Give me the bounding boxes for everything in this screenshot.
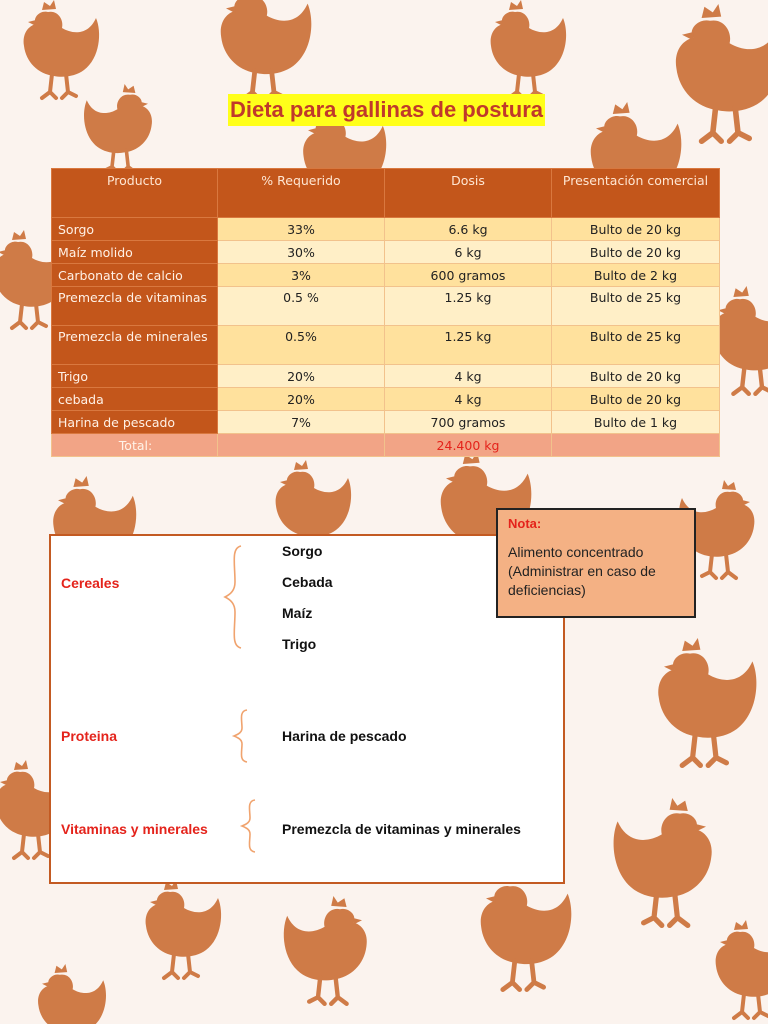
cell-requerido: 7% bbox=[218, 411, 385, 434]
header-requerido: % Requerido bbox=[218, 169, 385, 218]
cell-producto: Premezcla de vitaminas bbox=[52, 287, 218, 326]
cereales-brace-icon bbox=[221, 546, 245, 648]
total-empty-cell bbox=[552, 434, 720, 457]
total-value: 24.400 kg bbox=[385, 434, 552, 457]
table-row bbox=[52, 287, 720, 326]
cell-producto: Maíz molido bbox=[52, 241, 218, 264]
item-sorgo: Sorgo bbox=[282, 543, 323, 559]
note-box bbox=[496, 508, 696, 618]
table-row bbox=[52, 411, 720, 434]
table-total-row bbox=[52, 434, 720, 457]
cell-dosis: 6 kg bbox=[385, 241, 552, 264]
cell-requerido: 3% bbox=[218, 264, 385, 287]
item-premezcla: Premezcla de vitaminas y minerales bbox=[282, 821, 521, 837]
cell-requerido: 30% bbox=[218, 241, 385, 264]
table-row bbox=[52, 388, 720, 411]
diet-table bbox=[51, 168, 720, 457]
category-vitaminas-minerales: Vitaminas y minerales bbox=[61, 821, 208, 837]
cell-dosis: 4 kg bbox=[385, 365, 552, 388]
cell-presentacion: Bulto de 20 kg bbox=[552, 365, 720, 388]
cell-presentacion: Bulto de 20 kg bbox=[552, 388, 720, 411]
cell-dosis: 1.25 kg bbox=[385, 287, 552, 326]
cell-requerido: 0.5% bbox=[218, 326, 385, 365]
cell-producto: Harina de pescado bbox=[52, 411, 218, 434]
cell-requerido: 20% bbox=[218, 388, 385, 411]
total-empty-cell bbox=[218, 434, 385, 457]
cell-producto: Premezcla de minerales bbox=[52, 326, 218, 365]
header-dosis: Dosis bbox=[385, 169, 552, 218]
vitaminas-brace-icon bbox=[239, 800, 259, 852]
category-proteina: Proteina bbox=[61, 728, 118, 744]
food-groups-panel bbox=[49, 534, 565, 884]
table-row bbox=[52, 326, 720, 365]
table-row bbox=[52, 365, 720, 388]
page-title: Dieta para gallinas de postura bbox=[228, 94, 545, 126]
cell-producto: Carbonato de calcio bbox=[52, 264, 218, 287]
cell-presentacion: Bulto de 20 kg bbox=[552, 218, 720, 241]
cell-dosis: 6.6 kg bbox=[385, 218, 552, 241]
table-row bbox=[52, 241, 720, 264]
cell-requerido: 20% bbox=[218, 365, 385, 388]
table-row bbox=[52, 264, 720, 287]
cell-producto: cebada bbox=[52, 388, 218, 411]
cell-dosis: 1.25 kg bbox=[385, 326, 552, 365]
note-label: Nota: bbox=[508, 516, 542, 531]
cell-presentacion: Bulto de 25 kg bbox=[552, 326, 720, 365]
note-text: Alimento concentrado (Administrar en caso de deficiencias) bbox=[508, 544, 656, 598]
cell-presentacion: Bulto de 20 kg bbox=[552, 241, 720, 264]
cell-presentacion: Bulto de 25 kg bbox=[552, 287, 720, 326]
cell-presentacion: Bulto de 1 kg bbox=[552, 411, 720, 434]
category-cereales: Cereales bbox=[61, 575, 120, 591]
item-cebada: Cebada bbox=[282, 574, 333, 590]
cell-requerido: 33% bbox=[218, 218, 385, 241]
header-producto: Producto bbox=[52, 169, 218, 218]
header-presentacion: Presentación comercial bbox=[552, 169, 720, 218]
total-label: Total: bbox=[52, 434, 218, 457]
item-trigo: Trigo bbox=[282, 636, 317, 652]
table-header-row bbox=[52, 169, 720, 218]
cell-dosis: 700 gramos bbox=[385, 411, 552, 434]
proteina-brace-icon bbox=[231, 710, 251, 762]
cell-producto: Sorgo bbox=[52, 218, 218, 241]
cell-presentacion: Bulto de 2 kg bbox=[552, 264, 720, 287]
cell-dosis: 4 kg bbox=[385, 388, 552, 411]
table-row bbox=[52, 218, 720, 241]
item-maiz: Maíz bbox=[282, 605, 313, 621]
cell-producto: Trigo bbox=[52, 365, 218, 388]
cell-dosis: 600 gramos bbox=[385, 264, 552, 287]
item-harina-de-pescado: Harina de pescado bbox=[282, 728, 407, 744]
cell-requerido: 0.5 % bbox=[218, 287, 385, 326]
